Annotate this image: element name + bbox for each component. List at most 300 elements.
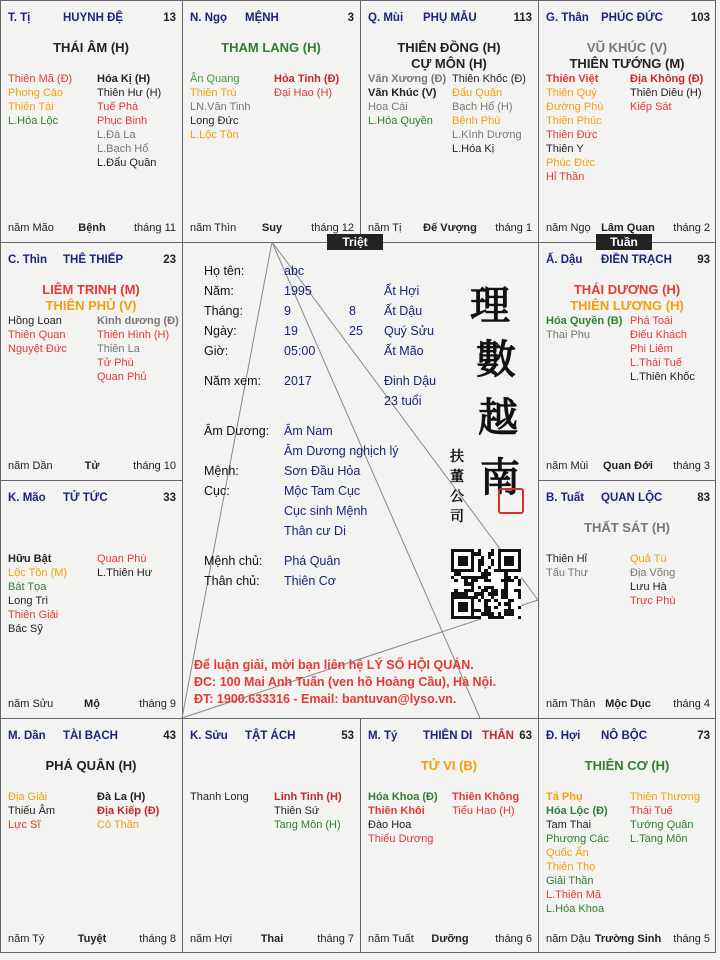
branch-label: C. Thìn xyxy=(8,254,47,266)
minor-stars-left xyxy=(546,552,588,580)
main-star: THIÊN ĐỒNG (H) xyxy=(397,40,501,55)
palace-footer xyxy=(8,460,176,474)
minor-star: Văn Xương (Đ) xyxy=(368,73,447,85)
branch-label: B. Tuất xyxy=(546,492,585,504)
month-label: tháng 8 xyxy=(139,933,176,945)
palace-name: PHÚC ĐỨC xyxy=(601,12,663,24)
branch-label: N. Ngọ xyxy=(190,12,228,24)
triet-tag: Triệt xyxy=(327,234,383,250)
minor-stars-left xyxy=(8,72,72,128)
life-stage: Mộc Dục xyxy=(605,698,651,710)
minor-star: Thiên Việt xyxy=(546,73,599,85)
palace-header xyxy=(368,730,532,744)
calligraphy-side: 司 xyxy=(450,509,464,525)
branch-label: G. Thân xyxy=(546,12,589,24)
branch-label: Đ. Hợi xyxy=(546,730,581,742)
label-ho-ten: Họ tên: xyxy=(204,264,245,278)
minor-star: Thiên Giải xyxy=(8,609,59,621)
value-ho-ten: abc xyxy=(284,264,305,278)
palace-footer xyxy=(8,933,176,947)
value-ngay-am: 25 xyxy=(349,324,363,338)
label-nam: Năm: xyxy=(204,284,234,298)
minor-stars-right xyxy=(630,552,675,608)
main-stars xyxy=(182,40,360,56)
minor-star: Ân Quang xyxy=(190,73,240,85)
main-star: VŨ KHÚC (V) xyxy=(586,40,668,55)
minor-star: Bạch Hổ (H) xyxy=(452,101,513,113)
minor-star: Địa Kiếp (Đ) xyxy=(97,805,160,817)
palace-hoi xyxy=(538,718,716,953)
minor-star: Văn Khúc (V) xyxy=(368,87,437,99)
minor-star: Bác Sỹ xyxy=(8,623,43,635)
main-star: CỰ MÔN (H) xyxy=(411,56,487,71)
minor-stars-right xyxy=(630,72,703,114)
minor-stars-left xyxy=(190,72,251,142)
minor-star: Lực Sĩ xyxy=(8,819,41,831)
minor-star: Thiên Hình (H) xyxy=(97,329,170,341)
contact-line-1: Để luận giải, mời bạn liên hệ LÝ SỐ HỘI QUÁN. xyxy=(194,658,474,672)
minor-star: Thiên Khôi xyxy=(368,805,425,817)
minor-star: LN.Văn Tinh xyxy=(190,101,251,113)
minor-star: Thiên La xyxy=(97,343,140,355)
value-ngay-can: Quý Sửu xyxy=(384,324,435,338)
main-star: THIÊN LƯƠNG (H) xyxy=(570,298,684,313)
minor-star: Hóa Kị (H) xyxy=(97,73,151,85)
main-star: THAM LANG (H) xyxy=(221,40,321,55)
palace-mui xyxy=(360,0,538,242)
value-cuc-3: Thân cư Di xyxy=(284,524,346,538)
minor-star: Thiên Khốc (Đ) xyxy=(452,73,526,85)
than-marker: THÂN xyxy=(482,730,514,742)
minor-star: Thái Tuế xyxy=(630,805,673,817)
value-ngay: 19 xyxy=(284,324,298,338)
minor-star: Thiên Hỉ xyxy=(546,553,587,565)
minor-stars-right xyxy=(97,72,161,170)
year-label: năm Thìn xyxy=(190,222,237,234)
minor-star: Hóa Quyền (B) xyxy=(546,315,623,327)
value-gio: 05:00 xyxy=(284,344,316,358)
minor-stars-left xyxy=(546,314,622,342)
value-cuc: Mộc Tam Cục xyxy=(284,484,361,498)
month-label: tháng 10 xyxy=(133,460,176,472)
minor-star: L.Thái Tuế xyxy=(630,357,682,369)
minor-star: L.Thiên Khốc xyxy=(630,371,695,383)
minor-star: L.Đẩu Quân xyxy=(97,157,157,169)
minor-star: Thiên Thọ xyxy=(546,861,596,873)
label-gio: Giờ: xyxy=(204,344,229,358)
life-stage: Lâm Quan xyxy=(601,222,655,234)
main-stars xyxy=(360,758,538,774)
minor-star: Tam Thai xyxy=(546,819,592,831)
life-stage: Mộ xyxy=(84,698,100,710)
palace-footer xyxy=(190,933,354,947)
year-label: năm Dậu xyxy=(546,933,591,945)
palace-mao xyxy=(0,480,182,718)
palace-number: 113 xyxy=(513,12,532,24)
minor-star: L.Hóa Khoa xyxy=(546,903,605,915)
minor-star: L.Tang Môn xyxy=(630,833,688,845)
main-star: PHÁ QUÂN (H) xyxy=(45,758,137,773)
minor-star: Điếu Khách xyxy=(630,329,687,341)
minor-stars-left xyxy=(8,790,55,832)
minor-star: Phượng Các xyxy=(546,833,609,845)
palace-dau xyxy=(538,242,716,480)
minor-star: L.Hóa Lộc xyxy=(8,115,59,127)
label-thang: Tháng: xyxy=(204,304,243,318)
minor-star: Tử Phù xyxy=(97,357,134,369)
month-label: tháng 7 xyxy=(317,933,354,945)
minor-star: Hỏa Tinh (Đ) xyxy=(274,73,340,85)
minor-star: Tuế Phá xyxy=(97,101,139,113)
minor-star: Trực Phù xyxy=(630,595,676,607)
label-menh: Mệnh: xyxy=(204,464,239,478)
minor-star: L.Lộc Tồn xyxy=(190,129,239,141)
palace-number: 13 xyxy=(163,12,176,24)
year-label: năm Dần xyxy=(8,460,53,472)
palace-footer xyxy=(368,933,532,947)
value-menh-chu: Phá Quân xyxy=(284,554,341,568)
calligraphy-side: 公 xyxy=(450,489,464,505)
branch-label: Q. Mùi xyxy=(368,12,404,24)
month-label: tháng 5 xyxy=(673,933,710,945)
year-label: năm Sửu xyxy=(8,698,54,710)
minor-star: Thiên Phúc xyxy=(546,115,602,127)
label-ngay: Ngày: xyxy=(204,324,237,338)
minor-star: Thanh Long xyxy=(190,791,249,803)
palace-number: 33 xyxy=(163,492,176,504)
main-stars xyxy=(538,40,716,72)
value-tuoi: 23 tuổi xyxy=(384,394,422,408)
value-thang: 9 xyxy=(284,304,291,318)
year-label: năm Ngọ xyxy=(546,222,591,234)
minor-star: Thiếu Dương xyxy=(368,833,434,845)
main-stars xyxy=(538,758,716,774)
palace-footer xyxy=(546,933,710,947)
year-label: năm Thân xyxy=(546,698,596,710)
value-nam-xem: 2017 xyxy=(284,374,312,388)
palace-header xyxy=(546,254,710,268)
main-stars xyxy=(0,758,182,774)
life-stage: Tử xyxy=(84,460,100,472)
minor-star: Phục Binh xyxy=(97,115,148,127)
minor-star: Giải Thần xyxy=(546,875,594,887)
palace-ty xyxy=(360,718,538,953)
label-menh-chu: Mệnh chủ: xyxy=(204,554,263,568)
year-label: năm Mão xyxy=(8,222,54,234)
calligraphy-char: 南 xyxy=(480,454,520,501)
month-label: tháng 3 xyxy=(673,460,710,472)
value-am-duong-2: Âm Dương nghịch lý xyxy=(284,444,399,458)
palace-number: 3 xyxy=(347,12,354,24)
minor-star: Kình dương (Đ) xyxy=(97,315,179,327)
palace-name: PHỤ MẪU xyxy=(423,12,477,24)
palace-number: 23 xyxy=(163,254,176,266)
minor-stars-right xyxy=(452,72,526,156)
palace-name: TẬT ÁCH xyxy=(245,730,296,742)
life-stage: Đế Vượng xyxy=(423,222,477,234)
minor-stars-right xyxy=(452,790,519,818)
value-nam: 1995 xyxy=(284,284,312,298)
month-label: tháng 6 xyxy=(495,933,532,945)
minor-star: Đại Hao (H) xyxy=(274,87,333,99)
minor-star: Tang Môn (H) xyxy=(274,819,341,831)
minor-star: Thiên Y xyxy=(546,143,584,155)
palace-number: 43 xyxy=(163,730,176,742)
contact-line-2: ĐC: 100 Mai Anh Tuấn (ven hồ Hoàng Cầu), Hà Nội. xyxy=(194,675,497,689)
minor-star: L.Đà La xyxy=(97,129,136,141)
main-star: THÁI DƯƠNG (H) xyxy=(573,282,681,297)
palace-name: THÊ THIẾP xyxy=(63,254,124,266)
minor-star: Cô Thần xyxy=(97,819,139,831)
minor-star: Hóa Khoa (Đ) xyxy=(368,791,438,803)
branch-label: T. Tị xyxy=(8,12,31,24)
palace-name: ĐIỀN TRẠCH xyxy=(601,254,672,266)
palace-name: TỬ TỨC xyxy=(63,492,108,504)
main-star: TỬ VI (B) xyxy=(420,758,478,773)
palace-number: 83 xyxy=(697,492,710,504)
month-label: tháng 12 xyxy=(311,222,354,234)
year-label: năm Tị xyxy=(368,222,402,234)
year-label: năm Mùi xyxy=(546,460,589,472)
branch-label: M. Tý xyxy=(368,730,398,742)
value-am-duong: Âm Nam xyxy=(284,424,333,438)
value-menh: Sơn Đầu Hỏa xyxy=(284,464,361,478)
minor-star: Thiên Quý xyxy=(546,87,597,99)
minor-star: L.Hóa Kị xyxy=(452,143,495,155)
minor-stars-right xyxy=(274,72,339,100)
seal-stamp xyxy=(498,488,524,514)
minor-star: Phá Toái xyxy=(630,315,673,327)
month-label: tháng 2 xyxy=(673,222,710,234)
minor-star: Thiên Thương xyxy=(630,791,701,803)
minor-star: Phong Cáo xyxy=(8,87,64,99)
year-label: năm Hợi xyxy=(190,933,233,945)
label-am-duong: Âm Dương: xyxy=(204,424,270,438)
palace-ngo xyxy=(182,0,360,242)
minor-star: Linh Tinh (H) xyxy=(274,791,342,803)
minor-star: Đà La (H) xyxy=(97,791,146,803)
minor-star: Hồng Loan xyxy=(8,315,62,327)
palace-name: NÔ BỘC xyxy=(601,730,647,742)
palace-number: 73 xyxy=(697,730,710,742)
minor-star: Địa Võng xyxy=(630,567,676,579)
minor-star: L.Thiên Mã xyxy=(546,889,602,901)
value-gio-can: Ất Mão xyxy=(384,344,424,358)
minor-star: Thiên Mã (Đ) xyxy=(8,73,73,85)
minor-stars-left xyxy=(546,790,609,916)
minor-stars-right xyxy=(97,790,159,832)
value-than-chu: Thiên Cơ xyxy=(284,574,336,588)
branch-label: K. Sửu xyxy=(190,730,228,742)
palace-name: HUYNH ĐỆ xyxy=(63,12,124,24)
main-star: THIÊN PHỦ (V) xyxy=(45,298,137,313)
contact-line-3: ĐT: 1900.633316 - Email: bantuvan@lyso.vn. xyxy=(194,692,457,706)
palace-than xyxy=(538,0,716,242)
palace-footer xyxy=(546,698,710,712)
life-stage: Suy xyxy=(261,222,283,234)
minor-stars-right xyxy=(274,790,342,832)
value-nam-xem-can: Đinh Dậu xyxy=(384,374,437,388)
minor-stars-left xyxy=(546,72,603,184)
minor-star: Thai Phụ xyxy=(546,329,591,341)
minor-star: Tiểu Hao (H) xyxy=(452,805,515,817)
minor-stars-left xyxy=(190,790,249,804)
palace-ti xyxy=(0,0,182,242)
minor-star: Tướng Quân xyxy=(630,819,694,831)
life-stage: Bệnh xyxy=(78,222,106,234)
minor-star: Quốc Ấn xyxy=(546,847,589,859)
minor-star: Thiên Sứ xyxy=(274,805,320,817)
palace-header xyxy=(190,730,354,744)
palace-header xyxy=(368,12,532,26)
qr-code xyxy=(451,549,521,619)
minor-star: Thiên Đức xyxy=(546,129,598,141)
minor-star: L.Hóa Quyền xyxy=(368,115,433,127)
value-thang-am: 8 xyxy=(349,304,356,318)
palace-footer xyxy=(546,460,710,474)
minor-star: Thiếu Âm xyxy=(8,805,56,817)
palace-dan xyxy=(0,718,182,953)
palace-footer xyxy=(8,222,176,236)
minor-star: Thiên Diêu (H) xyxy=(630,87,702,99)
calligraphy-side: 董 xyxy=(450,469,464,485)
palace-name: MỆNH xyxy=(245,12,279,24)
minor-stars-right xyxy=(630,314,695,384)
minor-star: Quả Tú xyxy=(630,553,667,565)
palace-name: THIÊN DI xyxy=(423,730,473,742)
minor-star: Hỉ Thần xyxy=(546,171,585,183)
main-star: THẤT SÁT (H) xyxy=(584,520,670,535)
value-cuc-2: Cục sinh Mệnh xyxy=(284,504,368,518)
palace-header xyxy=(546,12,710,26)
minor-star: Đường Phù xyxy=(546,101,604,113)
minor-star: Thiên Hư (H) xyxy=(97,87,162,99)
palace-header xyxy=(8,492,176,506)
palace-tuat xyxy=(538,480,716,718)
life-stage: Tuyệt xyxy=(77,933,107,945)
life-stage: Thai xyxy=(260,933,284,945)
palace-suu xyxy=(182,718,360,953)
palace-footer xyxy=(368,222,532,236)
minor-star: Long Đức xyxy=(190,115,239,127)
minor-star: L.Bạch Hổ xyxy=(97,143,149,155)
minor-star: Thiên Quan xyxy=(8,329,66,341)
main-star: THIÊN TƯỚNG (M) xyxy=(569,56,685,71)
calligraphy-char: 數 xyxy=(476,336,516,383)
palace-header xyxy=(8,254,176,268)
minor-star: Hóa Lộc (Đ) xyxy=(546,805,608,817)
minor-star: L.Kình Dương xyxy=(452,129,522,141)
minor-star: Thiên Trù xyxy=(190,87,237,99)
minor-stars-left xyxy=(8,552,67,636)
branch-label: M. Dần xyxy=(8,730,46,742)
value-thang-can: Ất Dậu xyxy=(384,304,423,318)
month-label: tháng 4 xyxy=(673,698,710,710)
tuan-tag: Tuần xyxy=(596,234,652,250)
minor-stars-right xyxy=(97,314,179,384)
main-stars xyxy=(538,282,716,314)
minor-star: Quan Phù xyxy=(97,553,147,565)
minor-star: Thiên Tài xyxy=(8,101,54,113)
value-nam-can: Ất Hợi xyxy=(384,284,420,298)
minor-star: Đẩu Quân xyxy=(452,87,503,99)
palace-number: 103 xyxy=(690,12,710,24)
main-stars xyxy=(360,40,538,72)
minor-star: Hữu Bật xyxy=(8,553,52,565)
main-star: THIÊN CƠ (H) xyxy=(584,758,670,773)
minor-stars-right xyxy=(97,552,152,580)
minor-star: Lộc Tồn (M) xyxy=(8,567,68,579)
minor-star: Nguyệt Đức xyxy=(8,343,67,355)
life-stage: Trường Sinh xyxy=(594,933,662,945)
branch-label: Ấ. Dậu xyxy=(546,254,583,266)
palace-number: 53 xyxy=(341,730,354,742)
main-star: THÁI ÂM (H) xyxy=(53,40,129,55)
calligraphy-side: 扶 xyxy=(450,449,464,465)
minor-star: Đào Hoa xyxy=(368,819,412,831)
palace-header xyxy=(8,730,176,744)
minor-stars-right xyxy=(630,790,700,846)
main-stars xyxy=(0,40,182,56)
palace-footer xyxy=(8,698,176,712)
minor-stars-left xyxy=(8,314,67,356)
minor-star: Địa Giải xyxy=(8,791,48,803)
month-label: tháng 9 xyxy=(139,698,176,710)
minor-star: Bát Tọa xyxy=(8,581,47,593)
palace-number: 93 xyxy=(697,254,710,266)
minor-star: Tấu Thư xyxy=(546,567,589,579)
palace-header xyxy=(190,12,354,26)
palace-header xyxy=(546,492,710,506)
branch-label: K. Mão xyxy=(8,492,46,504)
minor-star: Phúc Đức xyxy=(546,157,595,169)
palace-thin xyxy=(0,242,182,480)
calligraphy-char: 理 xyxy=(470,282,510,329)
label-than-chu: Thân chủ: xyxy=(204,574,260,588)
palace-header xyxy=(8,12,176,26)
minor-star: Hoa Cái xyxy=(368,101,408,113)
year-label: năm Tý xyxy=(8,933,45,945)
minor-star: Bệnh Phù xyxy=(452,115,501,127)
palace-header xyxy=(546,730,710,744)
palace-name: TÀI BẠCH xyxy=(63,730,118,742)
label-nam-xem: Năm xem: xyxy=(204,374,261,388)
life-stage: Dưỡng xyxy=(431,933,469,945)
main-star: LIÊM TRINH (M) xyxy=(42,282,140,297)
minor-star: L.Thiên Hư xyxy=(97,567,153,579)
minor-stars-left xyxy=(368,72,446,128)
month-label: tháng 1 xyxy=(495,222,532,234)
minor-star: Thiên Không xyxy=(452,791,520,803)
main-stars xyxy=(538,520,716,536)
year-label: năm Tuất xyxy=(368,933,414,945)
label-cuc: Cục: xyxy=(204,484,230,498)
minor-star: Địa Không (Đ) xyxy=(630,73,704,85)
minor-stars-left xyxy=(368,790,438,846)
minor-star: Long Trì xyxy=(8,595,49,607)
calligraphy-char: 越 xyxy=(478,394,518,441)
main-stars xyxy=(0,282,182,314)
month-label: tháng 11 xyxy=(133,222,176,234)
minor-star: Phi Liêm xyxy=(630,343,673,355)
minor-star: Lưu Hà xyxy=(630,581,667,593)
palace-name: QUAN LỘC xyxy=(601,492,663,504)
minor-star: Tả Phụ xyxy=(546,791,583,803)
life-stage: Quan Đới xyxy=(603,460,653,472)
palace-number: 63 xyxy=(519,730,532,742)
minor-star: Kiếp Sát xyxy=(630,101,672,113)
minor-star: Quan Phủ xyxy=(97,371,147,383)
